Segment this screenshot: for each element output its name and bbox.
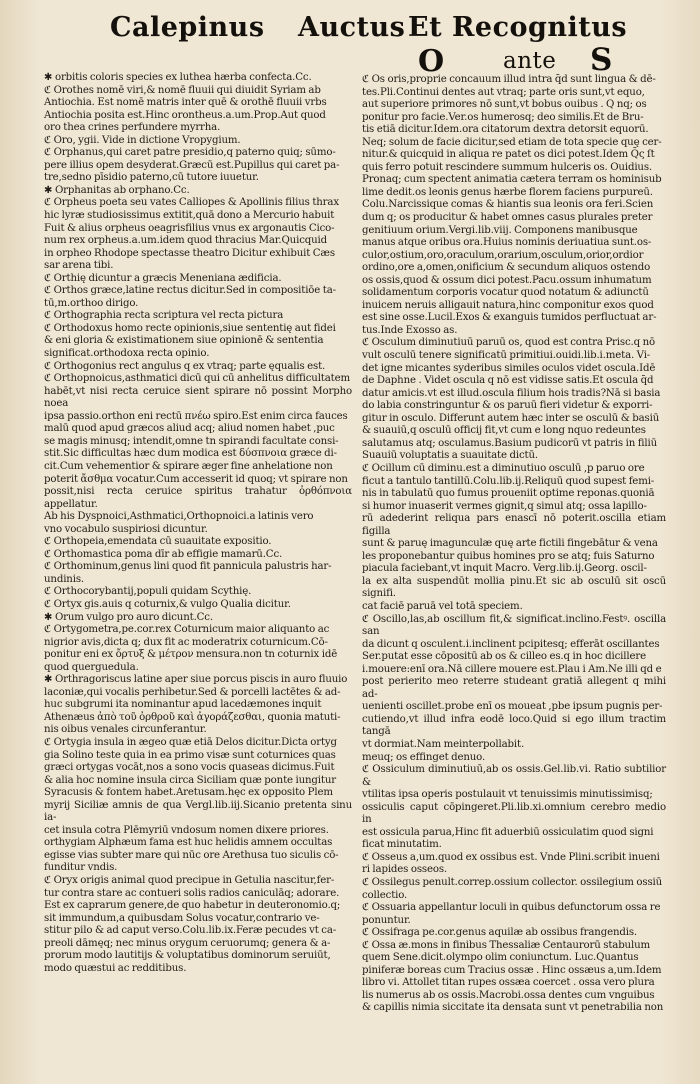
catchword: ante [503, 48, 557, 74]
entry: ℭ Orthos græce,latine rectus dicitur.Sed in compositiōe ta- tū,m.orthoo dirigo. [44, 285, 336, 309]
entry: ℭ Oro, ygii. Vide in dictione Vropygium. [44, 134, 241, 146]
entry: ℭ Ossuaria appellantur loculi in quibus defunctorum ossa re ponuntur. [362, 902, 661, 926]
entry: ✱ Orthragoriscus latine aper siue porcus piscis in auro fluuio laconiæ,qui vocalis perhibetur.Sed & porcelli lactētes & ad- huc subgrumi ita nominantur apud lacedæmones inquit Athenæus ἀπὸ τοῦ ὀρθροῦ καὶ ἀγοράζεσθαι, quonia matuti- nis oibus venales circunferantur. [44, 674, 348, 736]
entry: ℭ Orthogonius rect angulus q ex vtraq; parte ęqualis est. [44, 360, 326, 372]
entry: ℭ Orthię dicuntur a græcis Meneniana ædificia. [44, 272, 282, 284]
entry: ℭ Ortygia insula in ægeo quæ etiā Delos dicitur.Dicta ortyg gia Solino teste quia in ea primo visæ sunt coturnices quas græci ortygas vocāt,nos a sono vocis quaseas dicimus.Fuit & alia hoc nomine insula circa Siciliam quæ ponte iungitur Syracusis & fontem habet.Aretusam.hęc ex opposito Plem myrij Siciliæ amnis de qua Vergl.lib.iij.Sicanio pretenta sinu ia- cet insula cotra Plēmyriū vndosum nomen dixere priores. orthygiam Alphæum fama est huc helidis amnem occultas egisse vias subter mare qui nūc ore Arethusa tuo siculis cō- funditur vndis. [44, 736, 352, 874]
entry: ✱ orbitis coloris species ex luthea hærba confecta.Cc. [44, 72, 312, 83]
entry: ℭ Oscillo,las,ab oscillum fit,& significat.inclino.Festꝰ. oscilla san da dicunt q osculent.i.inclinent pcipitesq; efferāt oscillantes Ser.putat esse cōpositū ab os & cilleo es.q in hoc dicillere i.mouere:enī ora.Nā cillere mouere est.Plau i Am.Ne illi qd e post perierito meo reterre studeant gratiā allegent q mihi ad- uenienti oscillet.probe enī os moueat ,pbe ipsum pugnis per- cutiendo,vt illud infra eodē loco.Quid si ego illum tractim tangā vt dormiat.Nam meinterpollabit. meuq; os effinget denuo. [362, 613, 666, 763]
entry: ℭ Ossifraga pe.cor.genus aquilæ ab ossibus frangendis. [362, 927, 638, 939]
entry: ℭ Ossilegus penult.correp.ossium collector. ossilegium ossiū collectio. [362, 877, 663, 901]
entry: ✱ Orum vulgo pro auro dicunt.Cc. [44, 611, 213, 623]
entry: ℭ Orthocorybantij,populi quidam Scythię. [44, 586, 252, 598]
entry: ℭ Orthominum,genus lini quod fit pannicula palustris har- undinis. [44, 561, 332, 585]
signature-mark: S [590, 42, 613, 78]
entry: ℭ Orthomastica poma dīr ab effigie mamarū.Cc. [44, 548, 283, 560]
entry: ✱ Orphanitas ab orphano.Cc. [44, 184, 190, 196]
entry: ℭ Orthopeia,emendata cū suauitate expositio. [44, 536, 272, 548]
entry: ℭ Ossa æ.mons in finibus Thessaliæ Centaurorū stabulum quem Sene.dicit.olympo olim coniunctum. Luc.Quantus piniferæ boreas cum Tracius ossæ . Hinc ossæus a,um.Idem libro vi. Attollet titan rupes ossæa coercet . ossa vero plura lis numerus ab os ossis.Macrobi.ossa dentes cum vnguibus & capillis nimia siccitate ita densata sunt vt penetrabilia non [362, 939, 664, 1014]
header-word-calepinus: Calepinus [110, 12, 265, 43]
right-column [362, 74, 666, 1015]
entry: ℭ Ossiculum diminutiuū,ab os ossis.Gel.lib.vi. Ratio subtilior & vtilitas ipsa operis postulauit vt tenuissimis minutissimisq; ossiculis caput cōpingeret.Pli.lib.xi.omnium cerebro medio in est ossicula parua,Hinc fit aduerbiū ossiculatim quod signi ficat minutatim. [362, 764, 666, 851]
section-letter: O [418, 44, 445, 79]
left-column [44, 72, 352, 975]
entry: ℭ Osseus a,um.quod ex ossibus est. Vnde Plini.scribit inueni ri lapides osseos. [362, 851, 660, 876]
entry: ℭ Orphanus,qui caret patre presidio,q paterno quiq; sūmo- pere illius opem desyderat.Græcū est.Pupillus qui caret pa- tre,sedno pīsidio paterno,cū tutore iuuetur. [44, 147, 340, 184]
entry: ℭ Ocillum cū diminu.est a diminutiuo osculū ,p paruo ore ficut a tantulo tantillū.Colu.lib.ij.Reliquū quod supest femi- nis in tabulatū quo fumus proueniit optime reponas.quoniā si humor inuaserit vermes gignit,q simul atq; ossa lapillo- rū adederint reliqua pars enascī nō poterit.oscilla etiam figilla sunt & paruę imagunculæ quę arte fictili fingebātur & vena les proponebantur quibus homines pro se atq; fuis Saturno piacula faciebant,vt inquit Macro. Verg.lib.ij.Georg. oscil- la ex alta suspendūt mollia pinu.Et sic ab osculū sit oscū signifi. cat faciē paruā vel totā speciem. [362, 462, 666, 612]
entry: ℭ Ortygometra,pe.cor.rex Coturnicum maior aliquanto ac nigrior avis,dicta q; dux fit ac moderatrix coturnicum.Cō- ponitur eni ex ὄρτυξ & μέτρον mensura.non tn coturnix idē quod querguedula. [44, 624, 338, 673]
entry: ℭ Ortyx gis.auis q coturnix,& vulgo Qualia dicitur. [44, 598, 291, 610]
entry: ℭ Orthopnoicus,asthmatici dicū qui cū anhelitus difficultatem habēt,vt nisi recta ceruice sient spirare nō possint Morpho noea ipsa passio.orthon eni rectū πνέω spiro.Est enim circa fauces malū quod apud græcos aliud acq; aliud nomen habet ,puc se magis minusq; intendit,omne tn spirandi facultate consi- stit.Sic difficultas hæc dum modica est δύσπνοια græce di- cit.Cum vehementior & spirare æger fine anhelatione non poterit ἄσθμα vocatur.Cum accesserit id quoq; vt spirare non possit,nisi recta ceruice spiritus trahatur ὀρθόπνοια appellatur. Ab his Dyspnoici,Asthmatici,Orthopnoici.a latinis vero vno vocabulo suspiriosi dicuntur. [44, 373, 352, 535]
header-word-et-recognitus: Et Recognitus [408, 12, 628, 43]
entry: ℭ Os oris,proprie concauum illud intra q̄d sunt lingua & dē- tes.Pli.Continui dentes aut vtraq; parte oris sunt,vt equo, aut superiore primores nō sunt,vt bobus ouibus . Q nq; os ponitur pro facie.Ver.os humerosq; deo similis.Et de Bru- tis etiā dicitur.Idem.ora citatorum dextra detorsit equorū. Neq; solum de facie dicitur,sed etiam de tota specie quę cer- nitur.& quicquid in aliqua re patet os dici potest.Idem Q̄ς ſt quis ferro potuit rescindere summum hulceris os. Ouidius. Pronaq; cum spectent animatia cætera terram os hominisub lime dedit.os leonis genus hærbe florem faciens purpureū. Colu.Narcissique comas & hiantis sua leonis ora feri.Scien dum q; os producitur & habet omnes casus plurales preter genitiuum orium.Vergi.lib.viij. Componens manibusque manus atque oribus ora.Huius nominis deriuatiua sunt.os- culor,ostium,oro,oraculum,orarium,osculum,orior,ordior ordino,ore a,omen,onificium & secundum aliquos ostendo os ossis,quod & ossum dici potest.Pacu.ossum inhumatum solidamentum corporis vocatur quod notatum & adiunctū inuicem neruis alligauit natura,hinc componitur exos quod est sine osse.Lucil.Exos & exanguis tumidos perfluctuat ar- tus.Inde Exosso as. [362, 74, 662, 336]
entry: ℭ Orpheus poeta seu vates Calliopes & Apollinis filius thrax hic lyræ studiosissimus extitit,quā dono a Mercurio habuit Fuit & alius orpheus oeagrisfilius vnus ex argonautis Cico- num rex orpheus.a.um.idem quod thracius Mar.Quicquid in orpheo Rhodope spectasse theatro Dicitur exhibuit Cæs sar arena tibi. [44, 197, 339, 272]
entry: ℭ Osculum diminutiuū paruū os, quod est contra Prisc.q nō vult osculū tenere significatū primitiui.ouidi.lib.i.meta. Vi- det igne micantes syderibus similes oculos videt oscula.Idē de Daphne . Videt oscula q nō est vidisse satis.Et oscula q̄d datur amicis.vt est illud.oscula filium hois tradis?Nā si basia do labia constringuntur & os paruū fieri videtur & exporri- gitur in osculo. Differunt autem hæc inter se osculū & basiū & suauiū,q osculū officij fit,vt cum e long nquo redeuntes salutamus atq; osculamus.Basium pudicorū vt patris in filiū Suauiū voluptatis a suauitate dictū. [362, 337, 661, 462]
entry: ℭ Orthodoxus homo recte opinionis,siue sententię aut fidei & eni gloria & existimationem siue opinionē & sententia significat.orthodoxa recta opinio. [44, 322, 336, 360]
entry: ℭ Oryx origis animal quod precipue in Getulia nascitur,fer- tur contra stare ac contueri solis radios caniculāq; adorare. Est ex caprarum genere,de quo habetur in deuteronomio.q; sit immundum,a quibusdam Solus vocatur,contrario ve- stitur pilo & ad caput verso.Colu.lib.ix.Feræ pecudes vt ca- preoli dāmęq; nec minus orygum ceruorumq; genera & a- prorum modo lautitijs & voluptatibus dominorum seruiūt, modo quæstui ac redditibus. [44, 875, 341, 974]
header-word-auctus: Auctus [298, 12, 406, 43]
entry: ℭ Orothes nomē viri,& nomē fluuii qui diuidit Syriam ab Antiochia. Est nomē matris inter quē & orothē fluuii vrbs Antiochia posita est.Hinc orontheus.a.um.Prop.Aut quod oro thea crines perfundere myrrha. [44, 84, 327, 134]
entry: ℭ Orthographia recta scriptura vel recta pictura [44, 310, 284, 322]
